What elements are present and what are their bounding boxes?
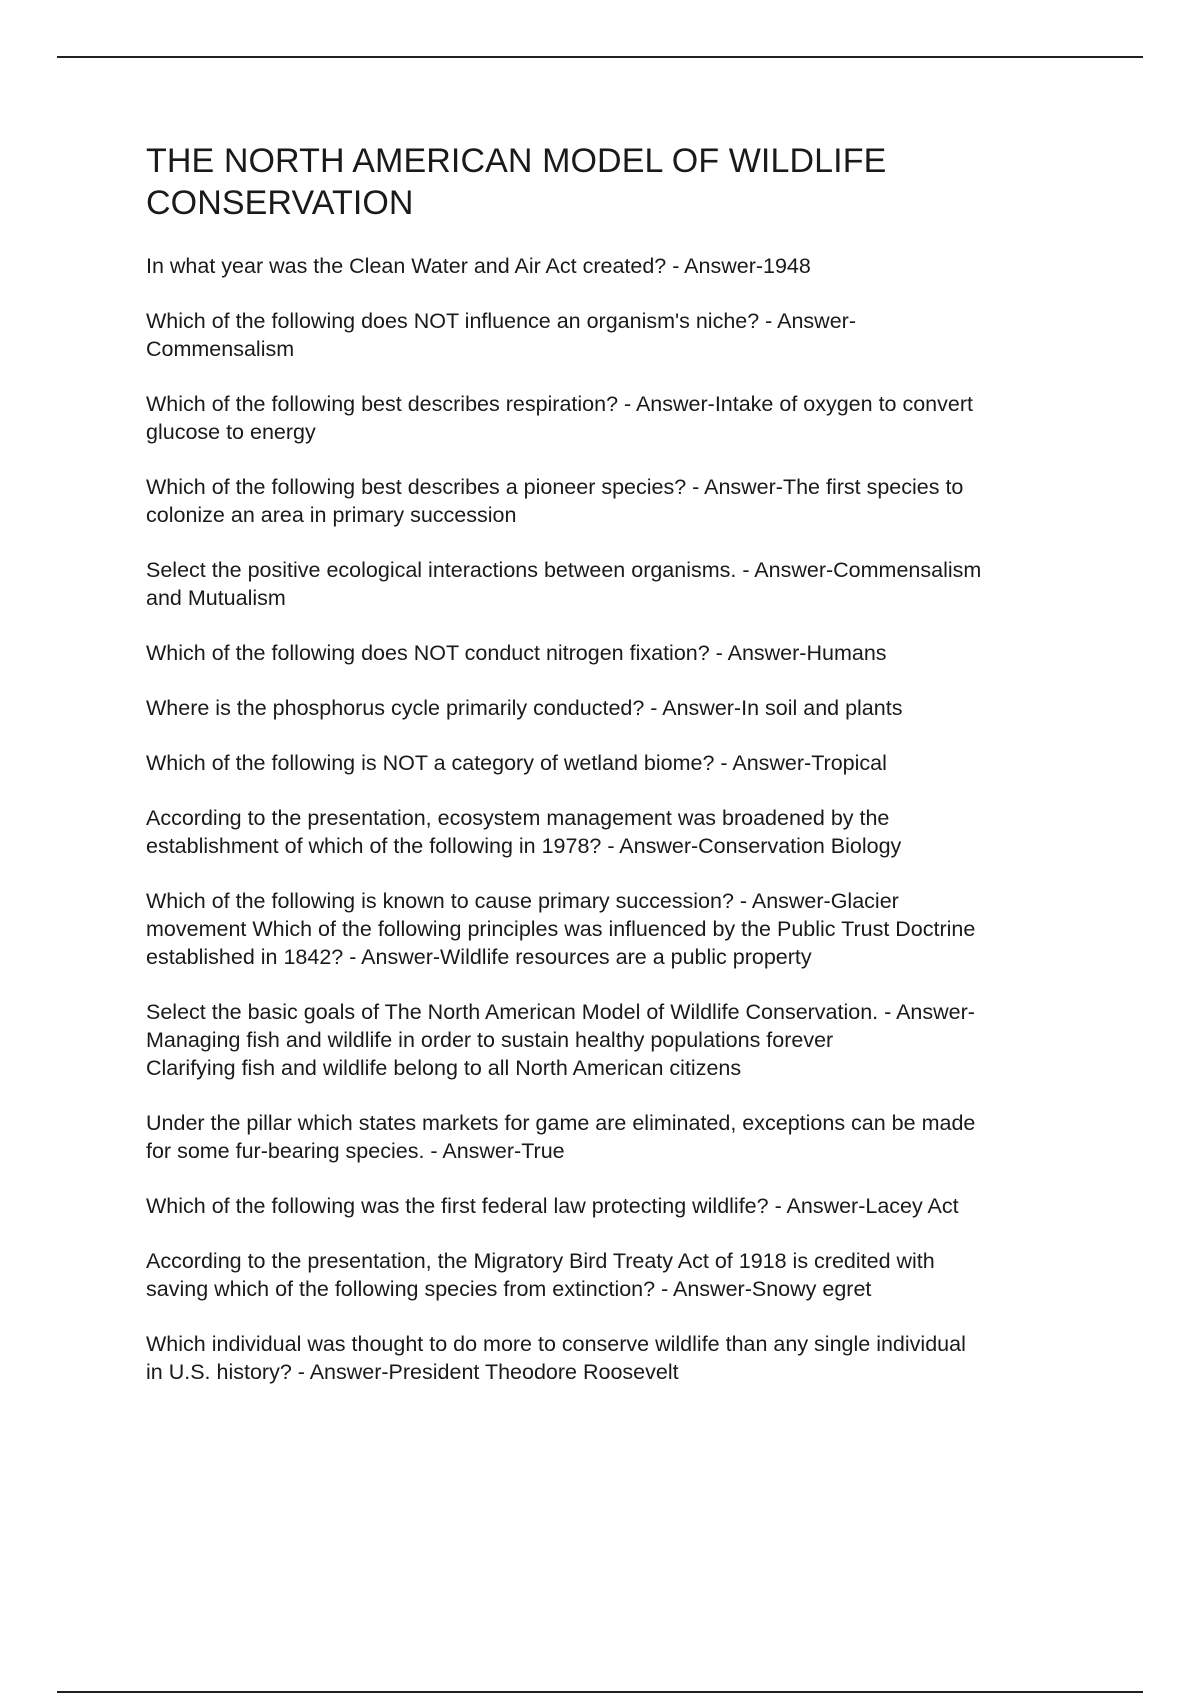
question-answer-line: colonize an area in primary succession	[146, 503, 517, 527]
question-answer-line: Which of the following is NOT a category of wetland biome? - Answer-Tropical	[146, 751, 887, 775]
question-answer-item	[146, 556, 1094, 612]
question-answer-line: Which of the following was the first federal law protecting wildlife? - Answer-Lacey Act	[146, 1194, 959, 1218]
question-answer-line: According to the presentation, ecosystem management was broadened by the	[146, 806, 890, 830]
question-answer-line: In what year was the Clean Water and Air Act created? - Answer-1948	[146, 254, 811, 278]
question-answer-item	[146, 749, 1094, 777]
question-answer-item	[146, 1109, 1094, 1165]
document-title: THE NORTH AMERICAN MODEL OF WILDLIFE CONSERVATION	[146, 142, 887, 222]
question-answer-line: According to the presentation, the Migratory Bird Treaty Act of 1918 is credited with	[146, 1249, 935, 1273]
question-answer-item	[146, 804, 1094, 860]
question-answer-line: Clarifying fish and wildlife belong to all North American citizens	[146, 1056, 742, 1080]
bottom-divider	[57, 1691, 1143, 1693]
question-answer-line: movement Which of the following principles was influenced by the Public Trust Doctrine	[146, 917, 976, 941]
question-answer-item	[146, 473, 1094, 529]
question-answer-line: established in 1842? - Answer-Wildlife resources are a public property	[146, 945, 812, 969]
question-answer-line: saving which of the following species from extinction? - Answer-Snowy egret	[146, 1277, 872, 1301]
question-answer-line: in U.S. history? - Answer-President Theodore Roosevelt	[146, 1360, 679, 1384]
question-answer-line: Which of the following does NOT conduct nitrogen fixation? - Answer-Humans	[146, 641, 887, 665]
question-answer-line: Select the positive ecological interactions between organisms. - Answer-Commensalism	[146, 558, 982, 582]
question-answer-line: for some fur-bearing species. - Answer-True	[146, 1139, 565, 1163]
document-body	[146, 140, 1094, 1413]
question-answer-line: Which of the following best describes a pioneer species? - Answer-The first species to	[146, 475, 964, 499]
question-answer-item	[146, 1192, 1094, 1220]
question-answer-item	[146, 1330, 1094, 1386]
question-answer-list	[146, 252, 1094, 1386]
question-answer-line: Which of the following is known to cause primary succession? - Answer-Glacier	[146, 889, 899, 913]
question-answer-line: Which of the following best describes respiration? - Answer-Intake of oxygen to convert	[146, 392, 973, 416]
question-answer-line: Commensalism	[146, 337, 295, 361]
question-answer-item	[146, 639, 1094, 667]
question-answer-item	[146, 998, 1094, 1082]
question-answer-line: Which individual was thought to do more to conserve wildlife than any single individual	[146, 1332, 966, 1356]
top-divider	[57, 56, 1143, 58]
question-answer-line: Under the pillar which states markets for game are eliminated, exceptions can be made	[146, 1111, 976, 1135]
question-answer-item	[146, 252, 1094, 280]
question-answer-item	[146, 694, 1094, 722]
question-answer-line: Which of the following does NOT influence an organism's niche? - Answer-	[146, 309, 856, 333]
question-answer-line: and Mutualism	[146, 586, 286, 610]
question-answer-item	[146, 307, 1094, 363]
question-answer-item	[146, 390, 1094, 446]
question-answer-line: Managing fish and wildlife in order to sustain healthy populations forever	[146, 1028, 834, 1052]
question-answer-line: Select the basic goals of The North American Model of Wildlife Conservation. - Answer-	[146, 1000, 975, 1024]
question-answer-line: Where is the phosphorus cycle primarily conducted? - Answer-In soil and plants	[146, 696, 903, 720]
question-answer-line: establishment of which of the following in 1978? - Answer-Conservation Biology	[146, 834, 902, 858]
question-answer-item	[146, 887, 1094, 971]
question-answer-line: glucose to energy	[146, 420, 316, 444]
question-answer-item	[146, 1247, 1094, 1303]
